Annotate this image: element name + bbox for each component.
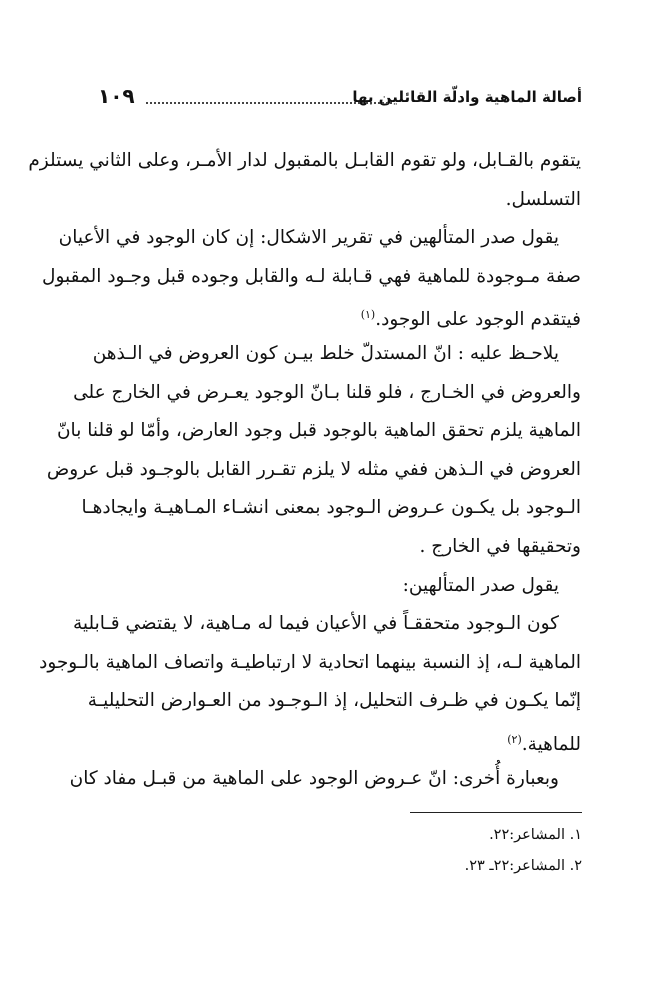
dotted-leader <box>146 102 392 104</box>
text-line: والعروض في الخـارج ، فلو قلنا بـانّ الوجود يعـرض في الخارج على <box>73 381 581 403</box>
text-line: كون الـوجود متحققـاً في الأعيان فيما له مـاهية، لا يقتضي قـابلية <box>72 613 559 635</box>
text-line: يقول صدر المتألهين في تقرير الاشكال: إن كان الوجود في الأعيان <box>58 227 559 249</box>
footnote-2: ٢. المشاعر:٢٢ـ ٢٣. <box>464 858 582 874</box>
text-line: التسلسل. <box>505 188 581 210</box>
text-line: الماهية لـه، إذ النسبة بينهما اتحادية لا ارتباطيـة واتصاف الماهية بالـوجود <box>39 651 581 673</box>
text-line: يلاحـظ عليه : انّ المستدلّ خلط بيـن كون العروض في الـذهن <box>92 342 559 364</box>
text-line: إنّما يكـون في ظـرف التحليل، إذ الـوجـود من العـوارض التحليليـة <box>87 690 581 712</box>
footnote-separator <box>410 812 582 813</box>
text-line: الـوجود بل يكـون عـروض الـوجود بمعنى انشـاء المـاهيـة وايجادهـا <box>81 497 581 519</box>
text-line-content: فيتقدم الوجود على الوجود. <box>375 309 581 331</box>
text-line: صفة مـوجودة للماهية فهي قـابلة لـه والقابل وجوده قبل وجـود المقبول <box>42 265 581 287</box>
body-text <box>28 142 581 798</box>
footnote-ref-2: (٢) <box>507 732 522 746</box>
running-title: أصالة الماهية وادلّة القائلين بها <box>352 88 582 106</box>
text-line-content: للماهية. <box>521 734 581 756</box>
page-number: ١٠٩ <box>98 84 135 108</box>
page-header <box>98 84 582 118</box>
text-line: العروض في الـذهن ففي مثله لا يلزم تقـرر القابل بالوجـود قبل عروض <box>46 458 581 480</box>
text-line: وتحقيقها في الخارج . <box>419 535 581 557</box>
footnote-1: ١. المشاعر:٢٢. <box>489 827 582 843</box>
text-line: الماهية يلزم تحقق الماهية بالوجود قبل وجود العارض، وأمّا لو قلنا بانّ <box>56 420 581 442</box>
text-line: وبعبارة أُخرى: انّ عـروض الوجود على الماهية من قبـل مفاد كان <box>69 767 559 789</box>
footnotes <box>282 820 582 882</box>
text-line: يتقوم بالقـابل، ولو تقوم القابـل بالمقبول لدار الأمـر، وعلى الثاني يستلزم <box>28 150 581 171</box>
text-line <box>104 721 581 760</box>
text-line: يقول صدر المتألهين: <box>402 574 559 596</box>
text-line <box>104 296 581 335</box>
footnote-ref-1: (١) <box>360 308 376 322</box>
